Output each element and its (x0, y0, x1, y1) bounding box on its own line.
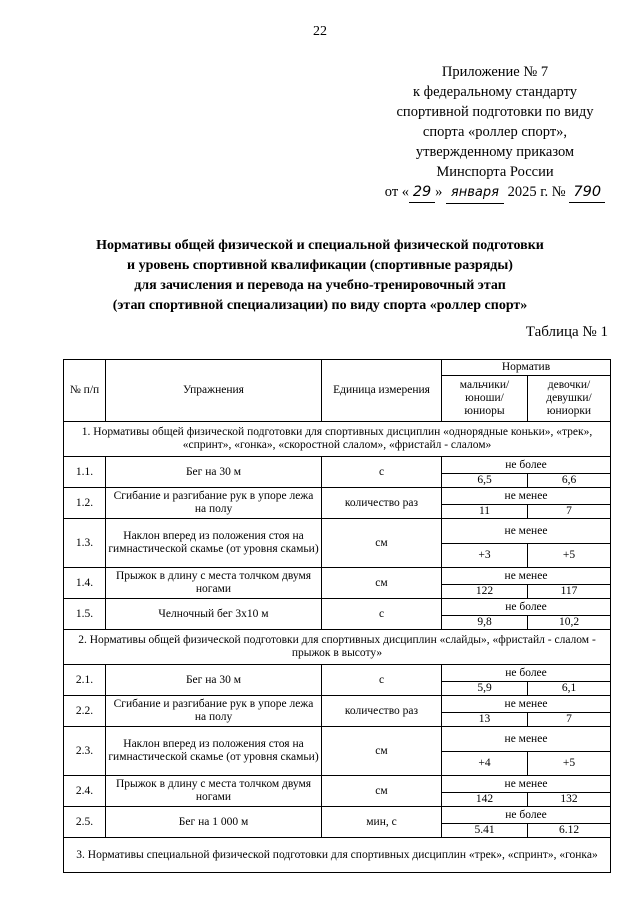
appendix-block (360, 62, 630, 204)
header-girls: девочки/ девушки/ юниорки (528, 376, 611, 422)
norm-label: не менее (442, 727, 611, 752)
row-number: 1.4. (64, 568, 106, 599)
value-girls: 132 (528, 793, 611, 807)
value-boys: 9,8 (442, 616, 528, 630)
title-line: и уровень спортивной квалификации (спортивные разряды) (127, 258, 513, 273)
date-mid: » (435, 184, 443, 200)
page-number: 22 (313, 24, 327, 39)
value-boys: 5,9 (442, 682, 528, 696)
value-girls: 117 (528, 585, 611, 599)
appendix-line: Минспорта России (436, 164, 554, 180)
value-girls: 6,6 (528, 474, 611, 488)
table-row (64, 807, 611, 824)
value-boys: 11 (442, 505, 528, 519)
row-number: 2.3. (64, 727, 106, 776)
appendix-line: спортивной подготовки по виду (396, 104, 594, 120)
norm-label: не более (442, 665, 611, 682)
table-label: Таблица № 1 (525, 324, 608, 340)
table-row (64, 696, 611, 713)
value-girls: +5 (528, 752, 611, 776)
unit: см (322, 776, 442, 807)
appendix-line: спорта «роллер спорт», (422, 124, 568, 140)
table-row (64, 568, 611, 585)
norm-label: не более (442, 807, 611, 824)
value-boys: 6,5 (442, 474, 528, 488)
unit: см (322, 568, 442, 599)
appendix-line: к федеральному стандарту (413, 84, 577, 100)
value-boys: 122 (442, 585, 528, 599)
unit: количество раз (322, 696, 442, 727)
header-unit: Единица измерения (322, 360, 442, 422)
row-number: 1.3. (64, 519, 106, 568)
row-number: 1.5. (64, 599, 106, 630)
handwritten-month: января (446, 183, 504, 204)
document-title (0, 236, 640, 316)
order-date-line (360, 182, 630, 204)
row-number: 2.4. (64, 776, 106, 807)
header-norm: Норматив (442, 360, 611, 376)
exercise-name: Прыжок в длину с места толчком двумя ногами (106, 776, 322, 807)
unit: см (322, 727, 442, 776)
date-prefix: от « (384, 184, 410, 200)
unit: с (322, 599, 442, 630)
unit: с (322, 665, 442, 696)
value-boys: 5.41 (442, 824, 528, 838)
appendix-line: утвержденному приказом (415, 144, 575, 160)
value-boys: +4 (442, 752, 528, 776)
exercise-name: Челночный бег 3х10 м (106, 599, 322, 630)
norm-label: не менее (442, 519, 611, 544)
exercise-name: Бег на 30 м (106, 457, 322, 488)
unit: см (322, 519, 442, 568)
section-heading: 3. Нормативы специальной физической подготовки для спортивных дисциплин «трек», «спринт», «гонка» (64, 838, 611, 873)
header-exercise: Упражнения (106, 360, 322, 422)
row-number: 1.1. (64, 457, 106, 488)
value-boys: 13 (442, 713, 528, 727)
exercise-name: Сгибание и разгибание рук в упоре лежа на полу (106, 696, 322, 727)
handwritten-day: 29 (409, 182, 435, 203)
table-row (64, 457, 611, 474)
section-heading: 1. Нормативы общей физической подготовки для спортивных дисциплин «однорядные коньки», «трек», «спринт», «гонка», «скоростной слалом», «фристайл - слалом» (64, 422, 611, 457)
section-heading: 2. Нормативы общей физической подготовки для спортивных дисциплин «слайды», «фристайл - слалом - прыжок в высоту» (64, 630, 611, 665)
exercise-name: Прыжок в длину с места толчком двумя ногами (106, 568, 322, 599)
norm-label: не менее (442, 488, 611, 505)
date-year: 2025 г. № (507, 184, 566, 200)
title-line: (этап спортивной специализации) по виду спорта «роллер спорт» (112, 298, 528, 313)
exercise-name: Бег на 30 м (106, 665, 322, 696)
exercise-name: Сгибание и разгибание рук в упоре лежа на полу (106, 488, 322, 519)
table-row (64, 776, 611, 793)
exercise-name: Бег на 1 000 м (106, 807, 322, 838)
value-girls: 6,1 (528, 682, 611, 696)
header-num: № п/п (64, 360, 106, 422)
unit: количество раз (322, 488, 442, 519)
value-girls: +5 (528, 544, 611, 568)
value-girls: 10,2 (528, 616, 611, 630)
row-number: 2.5. (64, 807, 106, 838)
value-boys: 142 (442, 793, 528, 807)
exercise-name: Наклон вперед из положения стоя на гимнастической скамье (от уровня скамьи) (106, 727, 322, 776)
title-line: Нормативы общей физической и специальной физической подготовки (96, 238, 544, 253)
row-number: 2.2. (64, 696, 106, 727)
table-row (64, 488, 611, 505)
norm-label: не менее (442, 696, 611, 713)
value-girls: 7 (528, 505, 611, 519)
handwritten-number: 790 (569, 182, 605, 203)
row-number: 1.2. (64, 488, 106, 519)
unit: с (322, 457, 442, 488)
table-row (64, 519, 611, 544)
appendix-line: Приложение № 7 (441, 64, 549, 80)
norm-label: не более (442, 457, 611, 474)
row-number: 2.1. (64, 665, 106, 696)
value-girls: 7 (528, 713, 611, 727)
norm-label: не менее (442, 568, 611, 585)
exercise-name: Наклон вперед из положения стоя на гимнастической скамье (от уровня скамьи) (106, 519, 322, 568)
standards-table (63, 359, 611, 873)
title-line: для зачисления и перевода на учебно-тренировочный этап (134, 278, 506, 293)
table-row (64, 727, 611, 752)
norm-label: не менее (442, 776, 611, 793)
value-boys: +3 (442, 544, 528, 568)
norm-label: не более (442, 599, 611, 616)
table-row (64, 665, 611, 682)
value-girls: 6.12 (528, 824, 611, 838)
unit: мин, с (322, 807, 442, 838)
table-row (64, 599, 611, 616)
header-boys: мальчики/ юноши/ юниоры (442, 376, 528, 422)
